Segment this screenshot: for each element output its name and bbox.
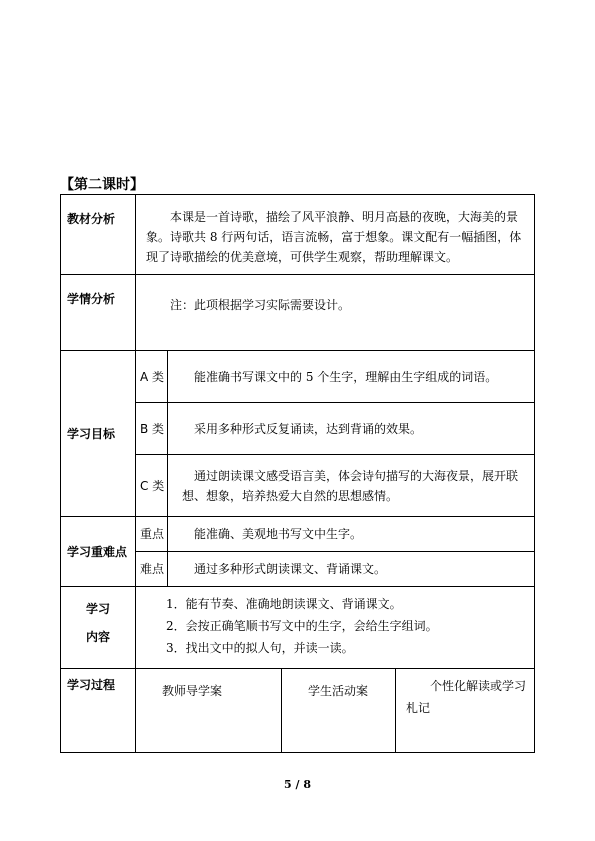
label-material: 教材分析 — [61, 195, 136, 275]
label-content-line2: 内容 — [85, 630, 110, 644]
row-process — [61, 669, 535, 753]
goal-text-a: 能准确书写课文中的 5 个生字，理解由生字组成的词语。 — [168, 351, 535, 403]
key-text-difficult: 通过多种形式朗读课文、背诵课文。 — [168, 552, 535, 587]
row-material — [61, 195, 535, 275]
label-content-line1: 学习 — [85, 602, 110, 616]
page-number: 5 / 8 — [284, 778, 311, 791]
row-key-point — [61, 517, 535, 552]
row-goal-a — [61, 351, 535, 403]
goal-tag-c: C 类 — [136, 455, 168, 517]
label-process: 学习过程 — [61, 669, 136, 753]
row-content — [61, 587, 535, 669]
goal-text-b: 采用多种形式反复诵读，达到背诵的效果。 — [168, 403, 535, 455]
process-col-student: 学生活动案 — [282, 669, 396, 753]
content-item: 1．能有节奏、准确地朗读课文、背诵课文。 — [166, 597, 402, 611]
content-list — [136, 587, 535, 669]
goal-tag-a: A 类 — [136, 351, 168, 403]
row-situation — [61, 275, 535, 351]
content-item: 2．会按正确笔顺书写文中的生字，会给生字组词。 — [166, 619, 438, 633]
goal-text-c: 通过朗读课文感受语言美，体会诗句描写的大海夜景，展开联想、想象，培养热爱大自然的思想感情。 — [168, 455, 535, 517]
label-situation: 学情分析 — [61, 275, 136, 351]
situation-text: 注：此项根据学习实际需要设计。 — [136, 275, 535, 351]
process-col-teacher: 教师导学案 — [136, 669, 282, 753]
content-item: 3．找出文中的拟人句，并读一读。 — [166, 641, 354, 655]
label-goals: 学习目标 — [61, 351, 136, 517]
label-content — [61, 587, 136, 669]
section-title: 【第二课时】 — [60, 177, 144, 193]
material-text: 本课是一首诗歌，描绘了风平浪静、明月高悬的夜晚，大海美的景象。诗歌共 8 行两句话，语言流畅，富于想象。课文配有一幅插图，体现了诗歌描绘的优美意境，可供学生观察，帮助理解课文。 — [136, 195, 535, 275]
lesson-plan-table — [60, 194, 535, 753]
goal-tag-b: B 类 — [136, 403, 168, 455]
process-col-notes: 个性化解读或学习札记 — [396, 669, 535, 753]
key-tag-main: 重点 — [136, 517, 168, 552]
key-tag-difficult: 难点 — [136, 552, 168, 587]
label-key-points: 学习重难点 — [61, 517, 136, 587]
key-text-main: 能准确、美观地书写文中生字。 — [168, 517, 535, 552]
